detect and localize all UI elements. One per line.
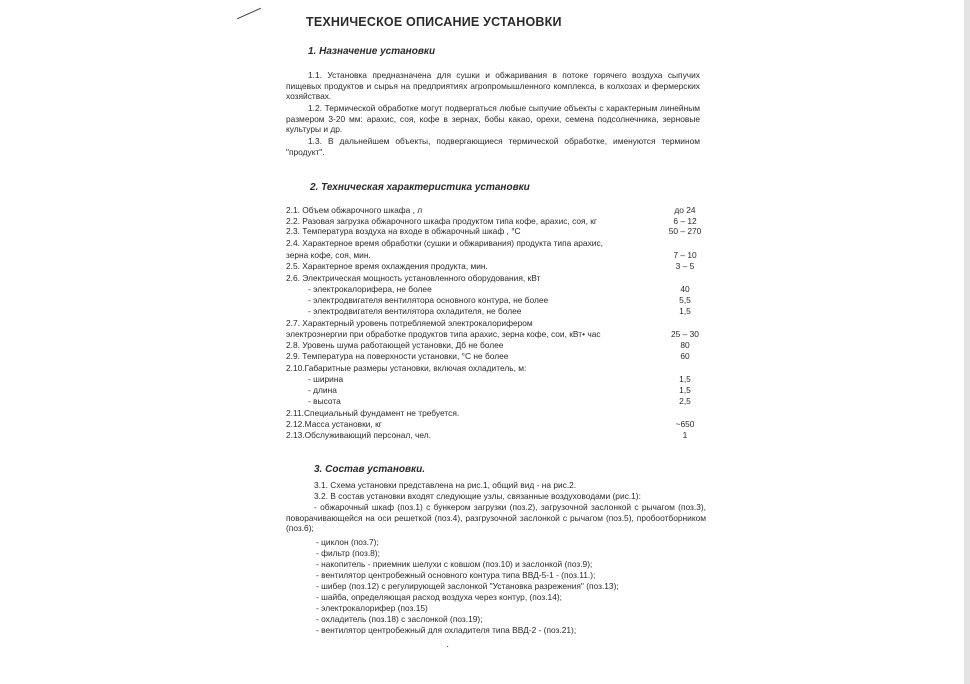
scan-dot: · bbox=[446, 641, 450, 652]
para-3-1: 3.1. Схема установки представлена на рис.1, общий вид - на рис.2. bbox=[314, 480, 577, 490]
list-item: - охладитель (поз.18) с заслонкой (поз.19); bbox=[316, 614, 483, 624]
spec-row bbox=[286, 374, 708, 384]
spec-value: 1,5 bbox=[679, 374, 691, 384]
spec-label: электроэнергии при обработке продуктов типа арахис, зерна кофе, сои, кВт• час bbox=[286, 329, 601, 339]
document-page bbox=[286, 0, 708, 684]
spec-value: 80 bbox=[680, 340, 690, 350]
spec-row bbox=[286, 318, 708, 328]
spec-label: 2.2. Разовая загрузка обжарочного шкафа продуктом типа кофе, арахис, соя, кг bbox=[286, 215, 597, 226]
list-item: - шайба, определяющая расход воздуха через контур, (поз.14); bbox=[316, 592, 562, 602]
spec-label: 2.6. Электрическая мощность установленного оборудования, кВт bbox=[286, 273, 541, 283]
section2-heading: 2. Техническая характеристика установки bbox=[310, 182, 530, 193]
spec-label: - электродвигателя вентилятора охладителя, не более bbox=[308, 306, 522, 316]
spec-value: 6 – 12 bbox=[673, 215, 697, 226]
spec-label: зерна кофе, соя, мин. bbox=[286, 250, 371, 260]
list-item: - циклон (поз.7); bbox=[316, 537, 379, 547]
spec-row bbox=[286, 363, 708, 373]
spec-label: 2.1. Объем обжарочного шкафа , л bbox=[286, 205, 423, 215]
list-item: - электрокалорифер (поз.15) bbox=[316, 603, 428, 613]
spec-row bbox=[286, 430, 708, 440]
spec-label: 2.8. Уровень шума работающей установки, Дб не более bbox=[286, 340, 504, 350]
para-1-2: 1.2. Термической обработке могут подвергаться любые сыпучие объекты с характерным линейным размером 3-20 мм: арахис, соя, кофе в зернах, бобы какао, орехи, семена подсолнечника, зерновые культуры и др. bbox=[286, 103, 700, 134]
section1-heading: 1. Назначение установки bbox=[308, 46, 436, 57]
spec-value: 3 – 5 bbox=[675, 261, 695, 271]
spec-value: ~650 bbox=[675, 419, 695, 429]
spec-label: 2.10.Габаритные размеры установки, включая охладитель, м: bbox=[286, 363, 527, 373]
para-1-3: 1.3. В дальнейшем объекты, подвергающиеся термической обработке, именуются термином "продукт". bbox=[286, 136, 700, 157]
spec-row bbox=[286, 238, 708, 248]
para-3-2: 3.2. В состав установки входят следующие узлы, связанные воздуховодами (рис.1): bbox=[314, 491, 641, 501]
spec-row bbox=[286, 329, 708, 339]
spec-row bbox=[286, 396, 708, 406]
spec-label: - длина bbox=[308, 385, 337, 395]
spec-label: 2.11.Специальный фундамент не требуется. bbox=[286, 408, 460, 418]
spec-value: 1,5 bbox=[679, 385, 691, 395]
spec-row bbox=[286, 340, 708, 350]
para-1-1: 1.1. Установка предназначена для сушки и обжаривания в потоке горячего воздуха сыпучих пищевых продуктов и сырья на предприятиях агропромышленного комплекса, в колхозах и фермерских хозяйствах. bbox=[286, 70, 700, 101]
spec-value: 5,5 bbox=[679, 295, 691, 305]
spec-value: 1,5 bbox=[679, 306, 691, 316]
spec-value: 1 bbox=[682, 430, 688, 440]
spec-value: до 24 bbox=[674, 205, 696, 215]
spec-label: - электрокалорифера, не более bbox=[308, 284, 432, 294]
pen-stroke-mark bbox=[237, 8, 261, 19]
spec-row bbox=[286, 226, 708, 236]
spec-label: 2.9. Температура на поверхности установки, °С не более bbox=[286, 351, 509, 361]
spec-label: 2.12.Масса установки, кг bbox=[286, 419, 382, 429]
spec-label: - электродвигателя вентилятора основного контура, не более bbox=[308, 295, 549, 305]
spec-row bbox=[286, 408, 708, 418]
section3-heading: 3. Состав установки. bbox=[314, 464, 426, 475]
spec-row bbox=[286, 385, 708, 395]
spec-value: 25 – 30 bbox=[671, 329, 699, 339]
spec-value: 7 – 10 bbox=[673, 250, 697, 260]
spec-row bbox=[286, 261, 708, 271]
spec-label: 2.4. Характерное время обработки (сушки и обжаривания) продукта типа арахис, bbox=[286, 238, 603, 248]
spec-label: - высота bbox=[308, 396, 341, 406]
spec-label: 2.7. Характерный уровень потребляемой электрокалорифером bbox=[286, 318, 533, 328]
spec-row bbox=[286, 306, 708, 316]
list-item: - вентилятор центробежный основного контура типа ВВД-5-1 - (поз.11.); bbox=[316, 570, 596, 580]
para-3-2-body: - обжарочный шкаф (поз.1) с бункером загрузки (поз.2), загрузочной заслонкой с рычагом (поз.3), поворачивающейся на оси решеткой (поз.4), разгрузочной заслонкой с рычагом (поз.5), пробоотборником (поз.6); bbox=[286, 502, 706, 533]
spec-row bbox=[286, 419, 708, 429]
spec-row bbox=[286, 284, 708, 294]
list-item: - шибер (поз.12) с регулирующей заслонкой "Установка разрежения" (поз.13); bbox=[316, 581, 619, 591]
spec-row bbox=[286, 216, 708, 226]
spec-value: 60 bbox=[680, 351, 690, 361]
spec-label: 2.13.Обслуживающий персонал, чел. bbox=[286, 430, 431, 440]
page-title: ТЕХНИЧЕСКОЕ ОПИСАНИЕ УСТАНОВКИ bbox=[306, 15, 562, 29]
spec-label: 2.3. Температура воздуха на входе в обжарочный шкаф , °С bbox=[286, 226, 521, 236]
spec-value: 40 bbox=[680, 284, 690, 294]
spec-value: 2,5 bbox=[679, 396, 691, 406]
spec-row bbox=[286, 351, 708, 361]
spec-label: - ширина bbox=[308, 374, 344, 384]
spec-row bbox=[286, 250, 708, 260]
spec-value: 50 – 270 bbox=[668, 226, 702, 236]
right-edge-shadow bbox=[964, 0, 970, 684]
spec-row bbox=[286, 295, 708, 305]
list-item: - накопитель - приемник шелухи с ковшом (поз.10) и заслонкой (поз.9); bbox=[316, 559, 593, 569]
spec-row bbox=[286, 273, 708, 283]
spec-label: 2.5. Характерное время охлаждения продукта, мин. bbox=[286, 261, 488, 271]
list-item: - вентилятор центробежный для охладителя типа ВВД-2 - (поз.21); bbox=[316, 625, 577, 635]
spec-row bbox=[286, 205, 708, 215]
list-item: - фильтр (поз.8); bbox=[316, 548, 380, 558]
